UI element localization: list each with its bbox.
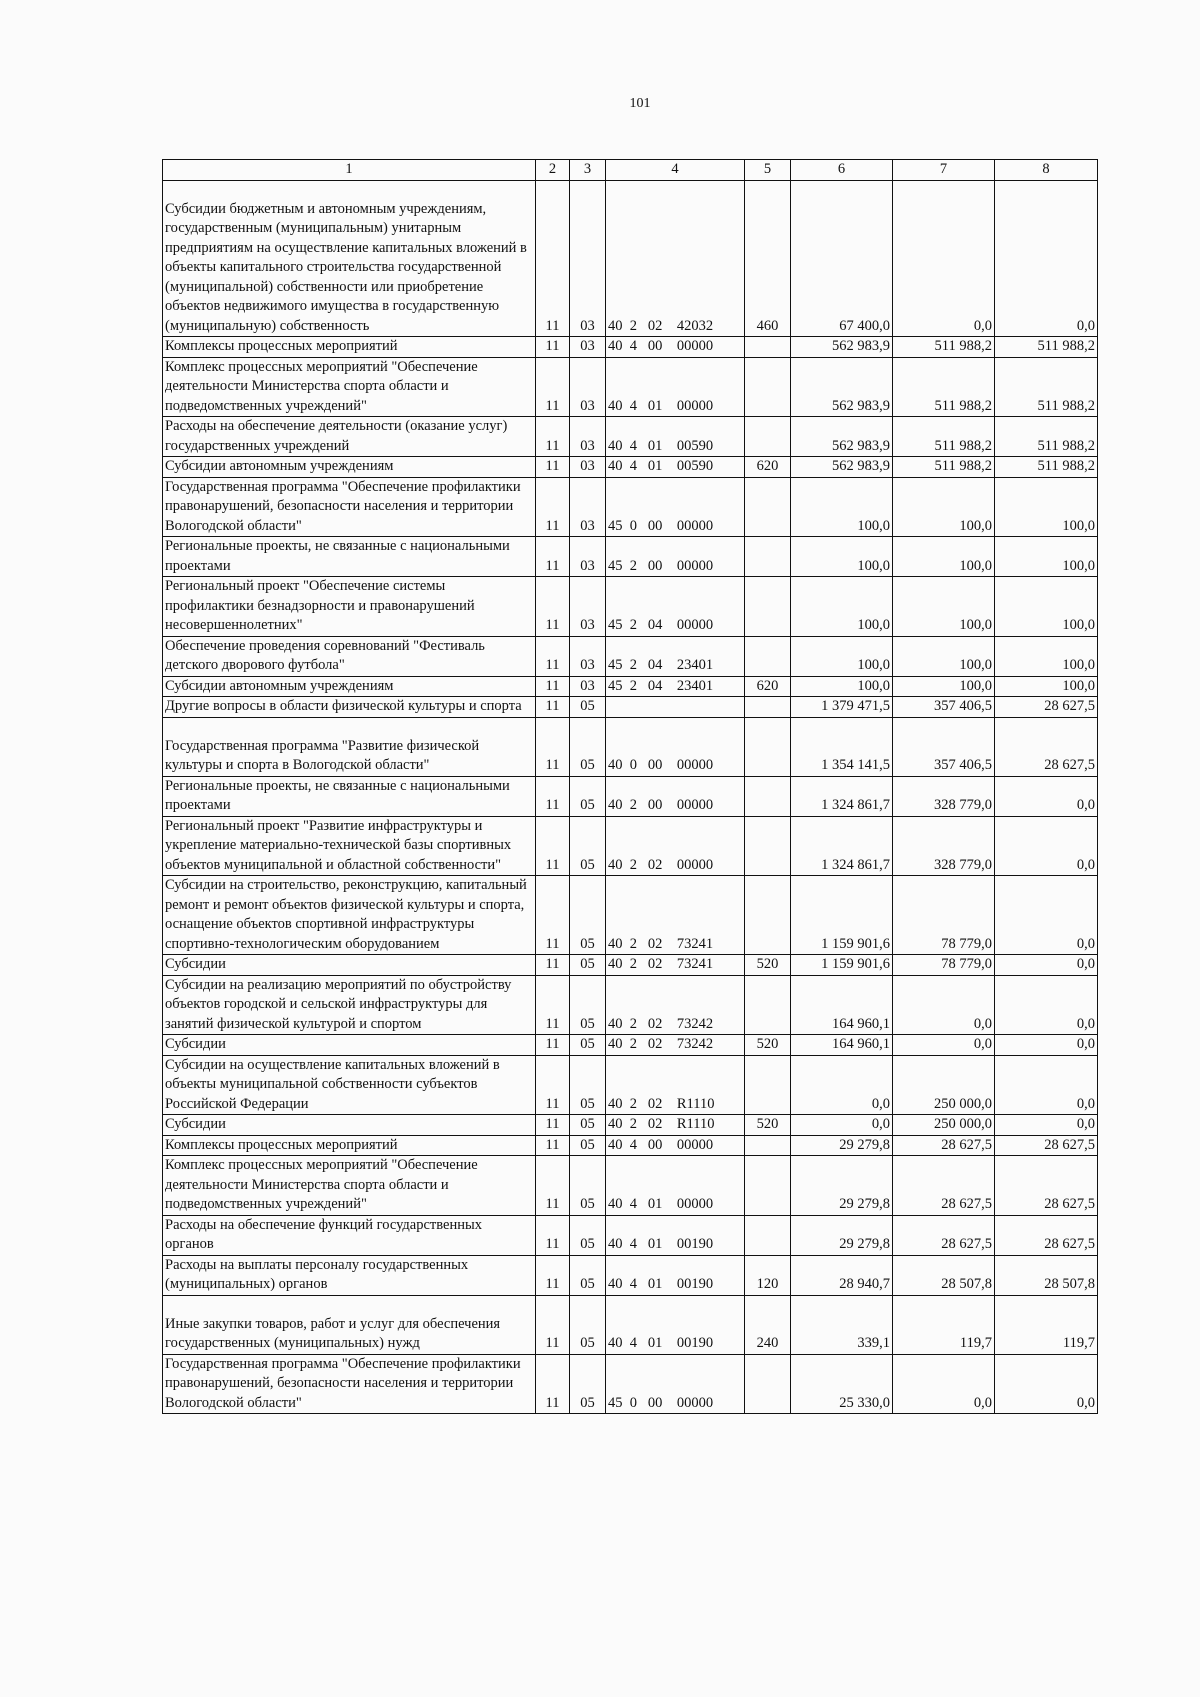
row-spacer [165, 1296, 533, 1315]
row-section: 11 [536, 1115, 570, 1136]
row-amount-year2: 28 627,5 [893, 1215, 995, 1255]
table-row [163, 776, 1098, 816]
row-target-code: 40 2 02 00000 [606, 816, 745, 876]
row-amount-year1: 29 279,8 [791, 1135, 893, 1156]
row-amount-year1: 562 983,9 [791, 457, 893, 478]
col-header-8: 8 [995, 160, 1098, 181]
row-amount-year2: 28 627,5 [893, 1135, 995, 1156]
row-name: Субсидии автономным учреждениям [163, 457, 536, 478]
row-name: Субсидии [163, 1035, 536, 1056]
row-amount-year2: 100,0 [893, 537, 995, 577]
row-amount-year1: 29 279,8 [791, 1156, 893, 1216]
row-subsection: 05 [570, 776, 606, 816]
row-section: 11 [536, 1215, 570, 1255]
row-amount-year3: 511 988,2 [995, 357, 1098, 417]
row-section: 11 [536, 477, 570, 537]
row-amount-year1: 100,0 [791, 676, 893, 697]
row-section: 11 [536, 1055, 570, 1115]
row-amount-year3: 0,0 [995, 955, 1098, 976]
row-amount-year2: 328 779,0 [893, 816, 995, 876]
row-amount-year3: 28 507,8 [995, 1255, 1098, 1295]
table-row [163, 417, 1098, 457]
row-target-code: 45 2 00 00000 [606, 537, 745, 577]
row-amount-year3: 119,7 [995, 1295, 1098, 1354]
row-subsection: 05 [570, 717, 606, 776]
row-target-code: 40 4 01 00190 [606, 1255, 745, 1295]
row-subsection: 03 [570, 417, 606, 457]
row-amount-year2: 0,0 [893, 975, 995, 1035]
row-amount-year1: 339,1 [791, 1295, 893, 1354]
row-amount-year3: 0,0 [995, 1035, 1098, 1056]
row-name: Региональный проект "Обеспечение системы профилактики безнадзорности и правонарушений несовершеннолетних" [163, 577, 536, 637]
row-expense-type [745, 1055, 791, 1115]
row-subsection: 03 [570, 357, 606, 417]
table-row [163, 975, 1098, 1035]
row-name: Субсидии на осуществление капитальных вложений в объекты муниципальной собственности субъектов Российской Федерации [163, 1055, 536, 1115]
table-row [163, 537, 1098, 577]
row-target-code: 45 2 04 00000 [606, 577, 745, 637]
row-amount-year1: 67 400,0 [791, 180, 893, 337]
row-amount-year2: 250 000,0 [893, 1055, 995, 1115]
row-amount-year3: 100,0 [995, 676, 1098, 697]
row-section: 11 [536, 1035, 570, 1056]
row-name [163, 180, 536, 337]
row-amount-year1: 1 159 901,6 [791, 955, 893, 976]
row-name-text: Государственная программа "Развитие физической культуры и спорта в Вологодской области" [165, 737, 480, 773]
row-section: 11 [536, 955, 570, 976]
row-section: 11 [536, 1255, 570, 1295]
row-section: 11 [536, 975, 570, 1035]
row-amount-year3: 0,0 [995, 876, 1098, 955]
row-section: 11 [536, 417, 570, 457]
row-section: 11 [536, 180, 570, 337]
row-subsection: 05 [570, 1115, 606, 1136]
row-amount-year3: 0,0 [995, 1354, 1098, 1414]
row-expense-type [745, 1215, 791, 1255]
row-target-code: 40 4 01 00190 [606, 1215, 745, 1255]
row-amount-year3: 100,0 [995, 636, 1098, 676]
row-amount-year1: 1 324 861,7 [791, 776, 893, 816]
row-amount-year3: 0,0 [995, 776, 1098, 816]
row-subsection: 05 [570, 1156, 606, 1216]
row-section: 11 [536, 776, 570, 816]
row-subsection: 03 [570, 537, 606, 577]
row-amount-year3: 28 627,5 [995, 1156, 1098, 1216]
row-amount-year3: 28 627,5 [995, 697, 1098, 718]
row-amount-year1: 164 960,1 [791, 975, 893, 1035]
row-target-code: 40 4 01 00000 [606, 1156, 745, 1216]
row-spacer [165, 181, 533, 200]
row-name: Субсидии на строительство, реконструкцию, капитальный ремонт и ремонт объектов физической культуры и спорта, оснащение объектов спортивной инфраструктуры спортивно-технологическим оборудованием [163, 876, 536, 955]
row-amount-year3: 511 988,2 [995, 337, 1098, 358]
row-expense-type [745, 337, 791, 358]
row-subsection: 05 [570, 697, 606, 718]
row-name: Комплекс процессных мероприятий "Обеспечение деятельности Министерства спорта области и подведомственных учреждений" [163, 357, 536, 417]
row-name: Государственная программа "Обеспечение профилактики правонарушений, безопасности населения и территории Вологодской области" [163, 477, 536, 537]
row-amount-year3: 0,0 [995, 1055, 1098, 1115]
row-name-text: Иные закупки товаров, работ и услуг для обеспечения государственных (муниципальных) нужд [165, 1315, 501, 1351]
row-amount-year1: 25 330,0 [791, 1354, 893, 1414]
row-subsection: 05 [570, 1055, 606, 1115]
col-header-7: 7 [893, 160, 995, 181]
row-amount-year2: 328 779,0 [893, 776, 995, 816]
table-row [163, 876, 1098, 955]
table-row [163, 337, 1098, 358]
row-amount-year3: 0,0 [995, 975, 1098, 1035]
row-subsection: 03 [570, 676, 606, 697]
row-expense-type: 620 [745, 676, 791, 697]
row-expense-type [745, 537, 791, 577]
row-expense-type [745, 697, 791, 718]
row-section: 11 [536, 1354, 570, 1414]
row-expense-type: 620 [745, 457, 791, 478]
table-row [163, 1156, 1098, 1216]
row-amount-year2: 0,0 [893, 1035, 995, 1056]
row-section: 11 [536, 1135, 570, 1156]
row-expense-type [745, 417, 791, 457]
row-section: 11 [536, 357, 570, 417]
row-target-code: 40 4 00 00000 [606, 1135, 745, 1156]
row-amount-year2: 0,0 [893, 1354, 995, 1414]
table-row [163, 1055, 1098, 1115]
row-amount-year3: 0,0 [995, 816, 1098, 876]
row-target-code: 40 2 00 00000 [606, 776, 745, 816]
row-section: 11 [536, 636, 570, 676]
row-amount-year1: 1 354 141,5 [791, 717, 893, 776]
row-section: 11 [536, 577, 570, 637]
table-row [163, 1215, 1098, 1255]
table-row [163, 1115, 1098, 1136]
row-name: Другие вопросы в области физической культуры и спорта [163, 697, 536, 718]
row-expense-type [745, 876, 791, 955]
row-name: Комплексы процессных мероприятий [163, 337, 536, 358]
row-section: 11 [536, 1295, 570, 1354]
row-target-code: 40 0 00 00000 [606, 717, 745, 776]
table-row [163, 577, 1098, 637]
row-name: Комплексы процессных мероприятий [163, 1135, 536, 1156]
row-expense-type [745, 1354, 791, 1414]
row-amount-year2: 100,0 [893, 676, 995, 697]
row-amount-year1: 100,0 [791, 537, 893, 577]
row-expense-type [745, 477, 791, 537]
row-amount-year1: 0,0 [791, 1055, 893, 1115]
table-row [163, 180, 1098, 337]
row-amount-year1: 562 983,9 [791, 357, 893, 417]
row-subsection: 05 [570, 1295, 606, 1354]
row-target-code: 40 4 01 00590 [606, 417, 745, 457]
table-row [163, 676, 1098, 697]
row-section: 11 [536, 457, 570, 478]
row-target-code: 40 2 02 73242 [606, 975, 745, 1035]
row-expense-type: 520 [745, 955, 791, 976]
row-expense-type [745, 577, 791, 637]
row-expense-type [745, 1135, 791, 1156]
table-row [163, 477, 1098, 537]
table-body [163, 180, 1098, 1414]
row-amount-year3: 100,0 [995, 577, 1098, 637]
row-amount-year3: 100,0 [995, 537, 1098, 577]
col-header-6: 6 [791, 160, 893, 181]
row-target-code: 40 4 00 00000 [606, 337, 745, 358]
row-amount-year3: 511 988,2 [995, 417, 1098, 457]
row-subsection: 03 [570, 636, 606, 676]
row-section: 11 [536, 816, 570, 876]
row-name: Расходы на обеспечение функций государственных органов [163, 1215, 536, 1255]
row-name: Комплекс процессных мероприятий "Обеспечение деятельности Министерства спорта области и подведомственных учреждений" [163, 1156, 536, 1216]
row-expense-type: 240 [745, 1295, 791, 1354]
row-expense-type: 520 [745, 1115, 791, 1136]
row-amount-year1: 29 279,8 [791, 1215, 893, 1255]
row-name: Субсидии [163, 955, 536, 976]
row-amount-year2: 78 779,0 [893, 955, 995, 976]
row-name: Расходы на обеспечение деятельности (оказание услуг) государственных учреждений [163, 417, 536, 457]
row-amount-year2: 78 779,0 [893, 876, 995, 955]
row-name: Расходы на выплаты персоналу государственных (муниципальных) органов [163, 1255, 536, 1295]
row-amount-year1: 164 960,1 [791, 1035, 893, 1056]
row-target-code: 45 2 04 23401 [606, 636, 745, 676]
row-amount-year2: 0,0 [893, 180, 995, 337]
row-subsection: 03 [570, 577, 606, 637]
table-row [163, 1354, 1098, 1414]
row-section: 11 [536, 337, 570, 358]
row-expense-type [745, 717, 791, 776]
row-expense-type [745, 776, 791, 816]
col-header-2: 2 [536, 160, 570, 181]
row-subsection: 05 [570, 816, 606, 876]
row-amount-year3: 0,0 [995, 180, 1098, 337]
col-header-3: 3 [570, 160, 606, 181]
row-name: Региональные проекты, не связанные с национальными проектами [163, 537, 536, 577]
row-subsection: 05 [570, 975, 606, 1035]
row-section: 11 [536, 537, 570, 577]
row-amount-year2: 28 507,8 [893, 1255, 995, 1295]
row-amount-year1: 0,0 [791, 1115, 893, 1136]
page-number: 101 [629, 96, 651, 111]
row-expense-type: 520 [745, 1035, 791, 1056]
row-target-code: 40 4 01 00000 [606, 357, 745, 417]
row-subsection: 05 [570, 1215, 606, 1255]
row-subsection: 05 [570, 876, 606, 955]
row-spacer [165, 718, 533, 737]
row-amount-year2: 357 406,5 [893, 697, 995, 718]
row-subsection: 05 [570, 955, 606, 976]
row-name: Государственная программа "Обеспечение профилактики правонарушений, безопасности населения и территории Вологодской области" [163, 1354, 536, 1414]
row-amount-year2: 28 627,5 [893, 1156, 995, 1216]
table-row [163, 1255, 1098, 1295]
table-row [163, 955, 1098, 976]
row-target-code: 40 2 02 73241 [606, 876, 745, 955]
row-amount-year1: 100,0 [791, 577, 893, 637]
row-name: Субсидии автономным учреждениям [163, 676, 536, 697]
row-subsection: 03 [570, 337, 606, 358]
row-amount-year3: 511 988,2 [995, 457, 1098, 478]
row-target-code: 40 2 02 R1110 [606, 1055, 745, 1115]
row-section: 11 [536, 717, 570, 776]
row-expense-type [745, 816, 791, 876]
row-amount-year2: 100,0 [893, 577, 995, 637]
row-section: 11 [536, 676, 570, 697]
row-target-code: 40 4 01 00190 [606, 1295, 745, 1354]
table-row [163, 1295, 1098, 1354]
row-amount-year1: 1 379 471,5 [791, 697, 893, 718]
row-amount-year1: 1 159 901,6 [791, 876, 893, 955]
row-target-code: 40 2 02 73241 [606, 955, 745, 976]
table-row [163, 457, 1098, 478]
row-target-code: 45 0 00 00000 [606, 477, 745, 537]
col-header-5: 5 [745, 160, 791, 181]
row-target-code: 45 0 00 00000 [606, 1354, 745, 1414]
row-name [163, 1295, 536, 1354]
row-name: Субсидии [163, 1115, 536, 1136]
col-header-4: 4 [606, 160, 745, 181]
row-expense-type [745, 975, 791, 1035]
table-row [163, 816, 1098, 876]
row-amount-year3: 0,0 [995, 1115, 1098, 1136]
row-amount-year1: 28 940,7 [791, 1255, 893, 1295]
row-target-code: 40 4 01 00590 [606, 457, 745, 478]
row-amount-year1: 100,0 [791, 636, 893, 676]
table-row [163, 697, 1098, 718]
row-target-code: 40 2 02 R1110 [606, 1115, 745, 1136]
row-amount-year2: 119,7 [893, 1295, 995, 1354]
row-amount-year1: 100,0 [791, 477, 893, 537]
row-subsection: 03 [570, 477, 606, 537]
row-subsection: 03 [570, 457, 606, 478]
row-amount-year1: 562 983,9 [791, 417, 893, 457]
table-row [163, 717, 1098, 776]
row-expense-type [745, 636, 791, 676]
row-target-code: 40 2 02 73242 [606, 1035, 745, 1056]
row-section: 11 [536, 697, 570, 718]
row-section: 11 [536, 876, 570, 955]
row-name: Субсидии на реализацию мероприятий по обустройству объектов городской и сельской инфраструктуры для занятий физической культурой и спортом [163, 975, 536, 1035]
row-expense-type [745, 1156, 791, 1216]
row-subsection: 05 [570, 1035, 606, 1056]
budget-table [162, 159, 1098, 1414]
row-amount-year1: 1 324 861,7 [791, 816, 893, 876]
row-subsection: 05 [570, 1135, 606, 1156]
row-amount-year2: 511 988,2 [893, 417, 995, 457]
header-row [163, 160, 1098, 181]
table-row [163, 1035, 1098, 1056]
table-row [163, 636, 1098, 676]
row-target-code [606, 697, 745, 718]
row-amount-year1: 562 983,9 [791, 337, 893, 358]
row-name [163, 717, 536, 776]
row-amount-year2: 100,0 [893, 477, 995, 537]
row-subsection: 05 [570, 1354, 606, 1414]
row-target-code: 40 2 02 42032 [606, 180, 745, 337]
row-name: Региональный проект "Развитие инфраструктуры и укрепление материально-технической базы спортивных объектов муниципальной и областной собственности" [163, 816, 536, 876]
table-row [163, 1135, 1098, 1156]
row-name: Обеспечение проведения соревнований "Фестиваль детского дворового футбола" [163, 636, 536, 676]
row-expense-type: 120 [745, 1255, 791, 1295]
row-amount-year3: 100,0 [995, 477, 1098, 537]
row-expense-type [745, 357, 791, 417]
row-name-text: Субсидии бюджетным и автономным учреждениям, государственным (муниципальным) унитарным предприятиям на осуществление капитальных вложений в объекты капитального строительства государственной (муниципальной) собственности или приобретение объектов недвижимого имущества в государственную (муниципальную) собственность [165, 200, 527, 334]
row-amount-year2: 100,0 [893, 636, 995, 676]
row-amount-year3: 28 627,5 [995, 1135, 1098, 1156]
row-amount-year2: 357 406,5 [893, 717, 995, 776]
row-target-code: 45 2 04 23401 [606, 676, 745, 697]
row-amount-year2: 511 988,2 [893, 457, 995, 478]
row-amount-year2: 511 988,2 [893, 357, 995, 417]
row-expense-type: 460 [745, 180, 791, 337]
row-amount-year3: 28 627,5 [995, 717, 1098, 776]
row-subsection: 05 [570, 1255, 606, 1295]
row-amount-year3: 28 627,5 [995, 1215, 1098, 1255]
row-amount-year2: 511 988,2 [893, 337, 995, 358]
row-subsection: 03 [570, 180, 606, 337]
row-name: Региональные проекты, не связанные с национальными проектами [163, 776, 536, 816]
row-amount-year2: 250 000,0 [893, 1115, 995, 1136]
row-section: 11 [536, 1156, 570, 1216]
table-row [163, 357, 1098, 417]
col-header-1: 1 [163, 160, 536, 181]
